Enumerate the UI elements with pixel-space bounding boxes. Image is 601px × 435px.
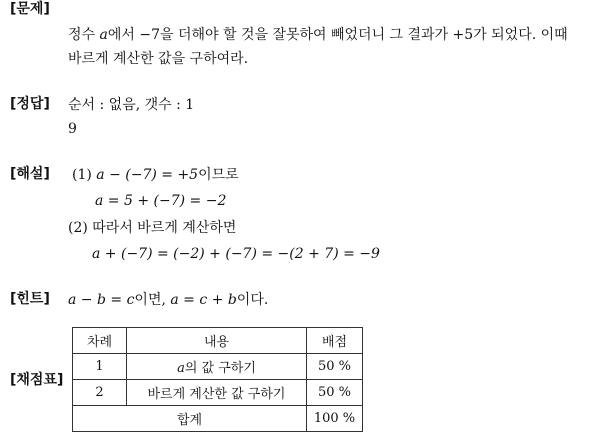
step-1-equation: a − (−7) = +5 [96, 167, 199, 183]
row-score: 50 % [307, 354, 363, 380]
header-order: 차례 [73, 328, 127, 354]
explanation-label: [해설] [10, 166, 50, 182]
var-a: a [99, 27, 108, 43]
explanation-step-1-result: a = 5 + (−7) = −2 [95, 193, 227, 209]
hint-equation-1: a − b = c [68, 292, 135, 308]
row-content [127, 354, 307, 380]
problem-text-b: 에서 −7을 더해야 할 것을 잘못하여 빼었더니 그 결과가 +5가 되었다. 이때 [107, 27, 568, 43]
row-content-text: 바르게 계산한 값 구하기 [147, 387, 286, 402]
problem-line-2: 바르게 계산한 값을 구하여라. [68, 51, 249, 67]
hint-equation-2: a = c + b [170, 292, 237, 308]
answer-line-2: 9 [68, 121, 77, 137]
rubric-table [72, 327, 363, 432]
explanation-step-1 [72, 166, 239, 184]
row-content-text: 의 값 구하기 [184, 361, 256, 376]
hint-end-text: 이다. [236, 292, 269, 308]
step-1-label: (1) [72, 167, 97, 183]
table-row [73, 380, 363, 406]
rubric-total-row [73, 406, 363, 432]
row-order: 1 [73, 354, 127, 380]
row-content [127, 380, 307, 406]
row-score: 50 % [307, 380, 363, 406]
rubric-label: [채점표] [10, 372, 64, 388]
row-content-var: a [177, 361, 185, 376]
header-score: 배점 [307, 328, 363, 354]
explanation-step-2: (2) 따라서 바르게 계산하면 [68, 220, 237, 236]
row-order: 2 [73, 380, 127, 406]
total-score: 100 % [307, 406, 363, 432]
header-content: 내용 [127, 328, 307, 354]
problem-label: [문제] [10, 1, 50, 17]
problem-line-1 [68, 26, 568, 44]
total-label: 합계 [73, 406, 307, 432]
rubric-header-row [73, 328, 363, 354]
hint-label: [힌트] [10, 291, 50, 307]
hint-line [68, 291, 268, 309]
step-1-suffix: 이므로 [198, 167, 239, 183]
hint-mid-text: 이면, [134, 292, 171, 308]
table-row [73, 354, 363, 380]
answer-line-1: 순서 : 없음, 갯수 : 1 [68, 97, 195, 113]
problem-text-a: 정수 [68, 27, 100, 43]
answer-label: [정답] [10, 96, 50, 112]
explanation-step-2-equation: a + (−7) = (−2) + (−7) = −(2 + 7) = −9 [92, 246, 380, 262]
